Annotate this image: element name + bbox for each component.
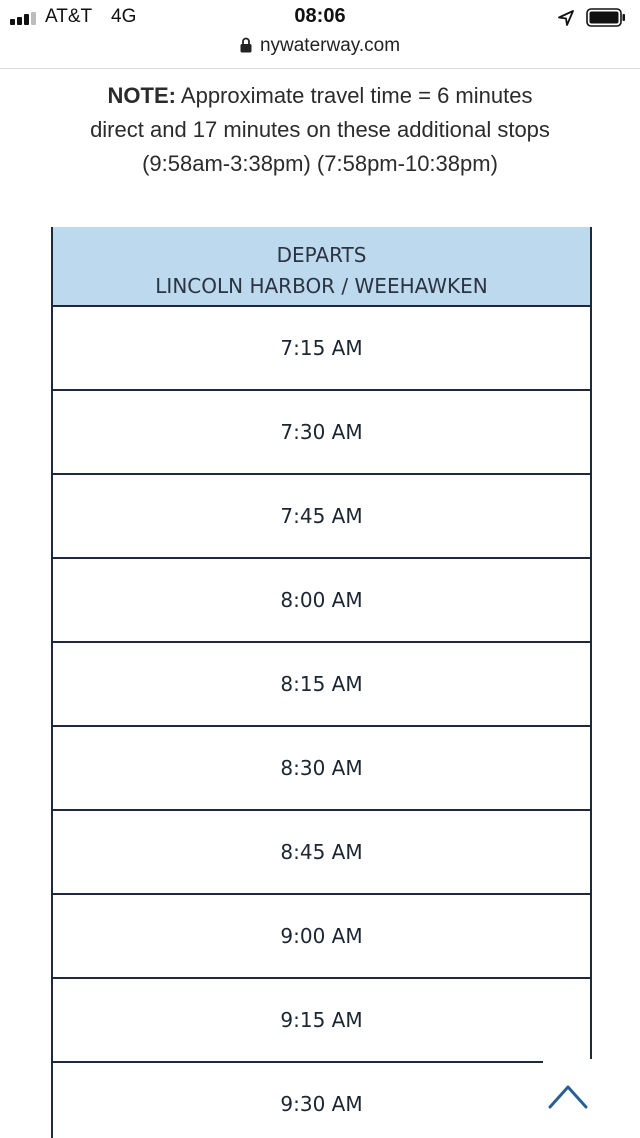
travel-time-note (20, 79, 620, 181)
note-label: NOTE: (107, 83, 176, 108)
departure-row: 7:45 AM (53, 475, 590, 559)
departure-row: 7:30 AM (53, 391, 590, 475)
status-bar (0, 0, 640, 34)
chevron-up-icon[interactable] (547, 1081, 589, 1111)
note-line-1: Approximate travel time = 6 minutes (180, 83, 533, 108)
departure-schedule-table (51, 227, 592, 1138)
carrier-name: AT&T (45, 6, 93, 27)
header-terminal: LINCOLN HARBOR / WEEHAWKEN (155, 274, 488, 298)
note-line-3: (9:58am-3:38pm) (7:58pm-10:38pm) (142, 151, 498, 176)
status-time: 08:06 (294, 5, 346, 27)
departure-row: 9:30 AM (280, 1092, 363, 1116)
departure-row: 9:15 AM (53, 979, 590, 1063)
departure-row: 8:00 AM (53, 559, 590, 643)
departure-row: 8:15 AM (53, 643, 590, 727)
departure-row: 9:00 AM (53, 895, 590, 979)
network-type: 4G (111, 6, 137, 27)
note-line-2: direct and 17 minutes on these additional stops (90, 117, 550, 142)
lock-icon (240, 37, 252, 53)
address-bar[interactable] (0, 34, 640, 69)
location-arrow-icon (556, 8, 576, 28)
departure-row: 8:45 AM (53, 811, 590, 895)
url-text: nywaterway.com (259, 35, 401, 56)
battery-icon (586, 8, 626, 27)
schedule-header (53, 227, 590, 307)
header-departs: DEPARTS (276, 243, 367, 267)
departure-row: 8:30 AM (53, 727, 590, 811)
departure-row: 7:15 AM (53, 307, 590, 391)
